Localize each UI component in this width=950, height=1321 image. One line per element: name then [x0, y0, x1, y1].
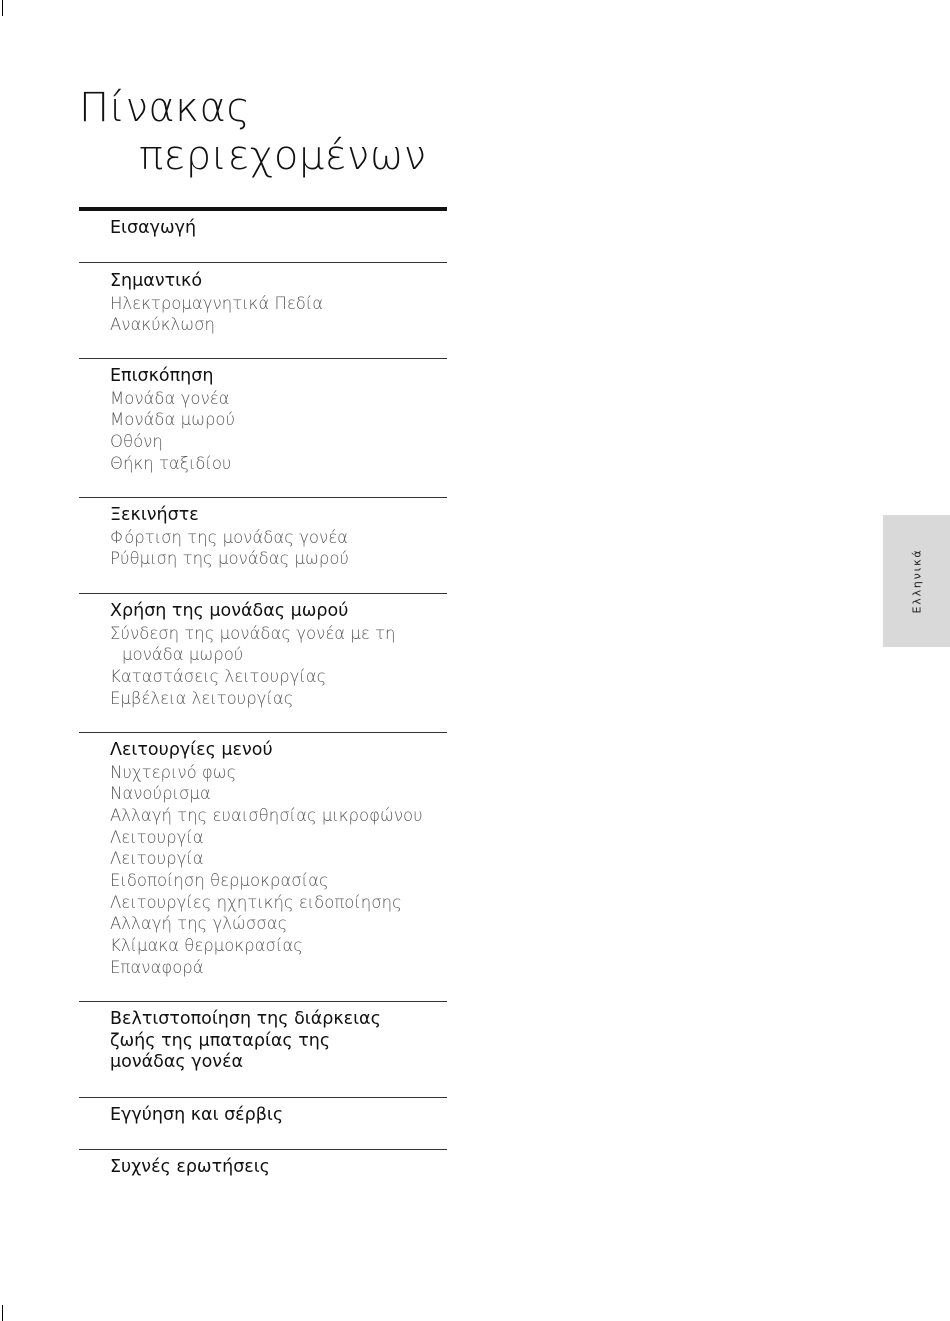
toc-heading[interactable]: Εισαγωγή	[110, 218, 197, 238]
toc-divider	[79, 593, 447, 594]
toc-divider	[79, 1001, 447, 1002]
crop-mark-bottom	[2, 1305, 3, 1321]
toc-heading-line[interactable]: Βελτιστοποίηση της διάρκειας	[110, 1009, 381, 1029]
toc-heading-line[interactable]: ζωής της μπαταρίας της	[110, 1030, 331, 1051]
toc-item[interactable]: Ηλεκτρομαγνητικά Πεδία	[110, 293, 324, 313]
toc-item[interactable]: Κλίμακα θερμοκρασίας	[110, 936, 303, 956]
toc-item[interactable]: Ρύθμιση της μονάδας μωρού	[110, 549, 349, 569]
toc-heading[interactable]: Εγγύηση και σέρβις	[110, 1105, 284, 1125]
toc-item[interactable]: Εμβέλεια λειτουργίας	[110, 688, 294, 708]
toc-item[interactable]: Νανούρισμα	[110, 784, 211, 804]
toc-heading[interactable]: Σημαντικό	[110, 271, 203, 291]
toc-divider	[79, 262, 447, 263]
toc-section-use-baby-unit	[110, 601, 440, 709]
toc-heading-line[interactable]: μονάδας γονέα	[110, 1052, 244, 1072]
toc-item[interactable]: Νυχτερινό φως	[110, 762, 237, 782]
toc-item[interactable]: Θήκη ταξιδίου	[110, 453, 232, 473]
toc-section-menu-functions	[110, 740, 440, 979]
toc-item[interactable]: Οθόνη	[110, 431, 163, 451]
toc-divider	[79, 1149, 447, 1150]
language-tab	[883, 515, 950, 647]
crop-mark-top	[2, 0, 3, 16]
toc-item[interactable]: Λειτουργία	[110, 827, 204, 847]
toc-item[interactable]: Επαναφορά	[110, 957, 204, 977]
toc-section-battery-optimization	[110, 1009, 440, 1074]
page-title-line-2: περιεχομένων	[139, 133, 427, 179]
toc-heading[interactable]: Λειτουργίες μενού	[110, 740, 273, 760]
toc-heading[interactable]: Χρήση της μονάδας μωρού	[110, 601, 349, 621]
toc-item[interactable]: Μονάδα μωρού	[110, 410, 236, 430]
toc-item[interactable]: Αλλαγή της γλώσσας	[110, 914, 288, 934]
page-title	[79, 84, 427, 180]
toc-item[interactable]: Ειδοποίηση θερμοκρασίας	[110, 871, 329, 891]
language-tab-label: Ελληνικά	[910, 548, 923, 614]
toc-item[interactable]: Ανακύκλωση	[110, 315, 216, 335]
toc-item[interactable]: Λειτουργίες ηχητικής ειδοποίησης	[110, 892, 402, 912]
toc-item[interactable]: Αλλαγή της ευαισθησίας μικροφώνου	[110, 805, 423, 825]
toc-item[interactable]: Λειτουργία	[110, 849, 204, 869]
toc-item[interactable]: Φόρτιση της μονάδας γονέα	[110, 527, 349, 547]
toc-item-continuation[interactable]: μονάδα μωρού	[122, 645, 244, 665]
toc-heading[interactable]: Συχνές ερωτήσεις	[110, 1157, 270, 1177]
toc-section-introduction	[110, 218, 440, 240]
toc-section-warranty	[110, 1105, 440, 1127]
toc-item[interactable]: Μονάδα γονέα	[110, 388, 230, 408]
toc-divider	[79, 358, 447, 359]
toc-divider	[79, 497, 447, 498]
toc-section-overview	[110, 366, 440, 474]
toc-top-rule	[79, 207, 447, 211]
toc-divider	[79, 1097, 447, 1098]
toc-heading[interactable]: Ξεκινήστε	[110, 505, 199, 525]
toc-divider	[79, 732, 447, 733]
toc-section-important	[110, 271, 440, 336]
toc-heading[interactable]: Επισκόπηση	[110, 366, 214, 386]
page-title-line-1: Πίνακας	[79, 85, 251, 131]
toc-item[interactable]: Καταστάσεις λειτουργίας	[110, 666, 327, 686]
toc-item[interactable]: Σύνδεση της μονάδας γονέα με τη	[110, 623, 396, 643]
toc-section-get-started	[110, 505, 440, 570]
toc-section-faq	[110, 1157, 440, 1179]
